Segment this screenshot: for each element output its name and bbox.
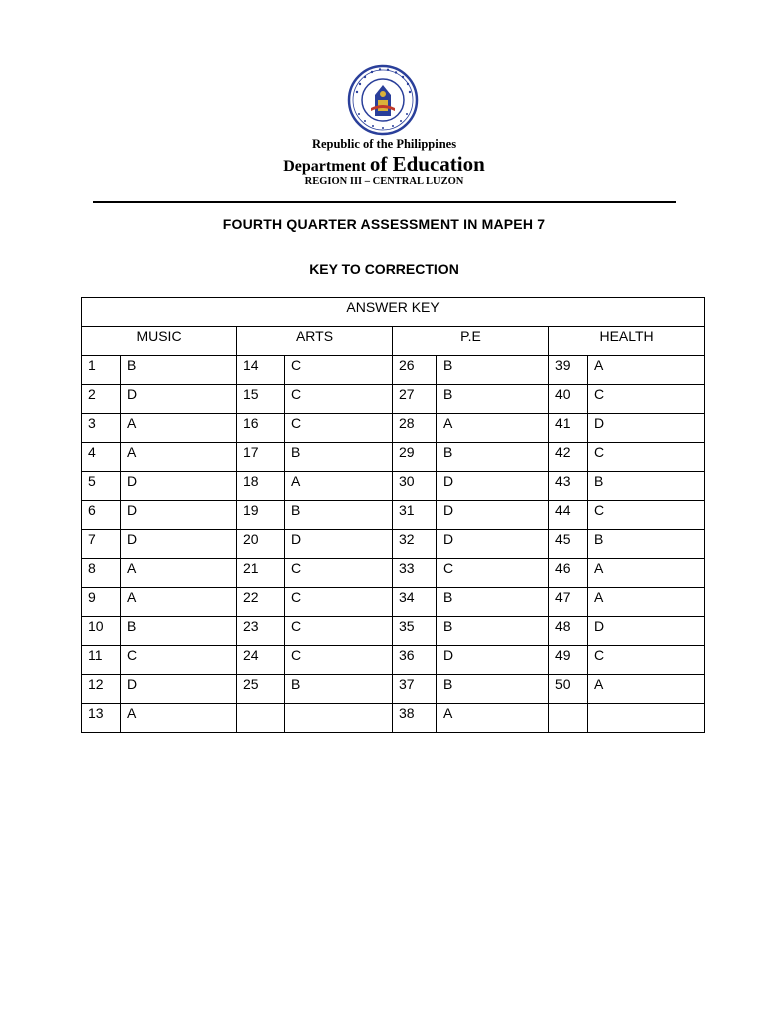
arts-item-number: 14 — [237, 356, 285, 385]
pe-item-number: 34 — [393, 588, 437, 617]
health-item-answer: A — [588, 588, 705, 617]
arts-item-answer: B — [285, 443, 393, 472]
deped-seal-icon — [345, 64, 421, 136]
pe-item-answer: D — [437, 501, 549, 530]
pe-item-number: 26 — [393, 356, 437, 385]
pe-item-number: 36 — [393, 646, 437, 675]
health-item-number: 47 — [549, 588, 588, 617]
pe-item-answer: D — [437, 472, 549, 501]
table-row — [82, 472, 705, 501]
table-row — [82, 588, 705, 617]
section-header-row — [82, 327, 705, 356]
music-item-number: 8 — [82, 559, 121, 588]
health-item-number: 45 — [549, 530, 588, 559]
pe-item-number: 38 — [393, 704, 437, 733]
section-header-music: MUSIC — [82, 327, 237, 356]
pe-item-answer: B — [437, 443, 549, 472]
arts-item-number: 24 — [237, 646, 285, 675]
section-header-arts: ARTS — [237, 327, 393, 356]
pe-item-answer: C — [437, 559, 549, 588]
arts-item-answer: B — [285, 675, 393, 704]
arts-item-answer: B — [285, 501, 393, 530]
health-item-number: 49 — [549, 646, 588, 675]
arts-item-number: 18 — [237, 472, 285, 501]
arts-item-number — [237, 704, 285, 733]
arts-item-answer: C — [285, 385, 393, 414]
music-item-answer: D — [121, 501, 237, 530]
table-row — [82, 501, 705, 530]
music-item-number: 1 — [82, 356, 121, 385]
answer-key-caption: ANSWER KEY — [82, 298, 705, 327]
pe-item-number: 37 — [393, 675, 437, 704]
music-item-answer: D — [121, 530, 237, 559]
health-item-number: 48 — [549, 617, 588, 646]
pe-item-number: 35 — [393, 617, 437, 646]
pe-item-number: 27 — [393, 385, 437, 414]
health-item-answer: A — [588, 675, 705, 704]
arts-item-answer: C — [285, 588, 393, 617]
table-row — [82, 617, 705, 646]
table-row — [82, 530, 705, 559]
department-heading — [0, 152, 768, 177]
music-item-number: 5 — [82, 472, 121, 501]
pe-item-number: 31 — [393, 501, 437, 530]
arts-item-number: 22 — [237, 588, 285, 617]
pe-item-number: 33 — [393, 559, 437, 588]
health-item-number — [549, 704, 588, 733]
arts-item-number: 20 — [237, 530, 285, 559]
pe-item-answer: A — [437, 414, 549, 443]
music-item-answer: B — [121, 356, 237, 385]
pe-item-answer: D — [437, 530, 549, 559]
music-item-number: 4 — [82, 443, 121, 472]
health-item-number: 42 — [549, 443, 588, 472]
arts-item-number: 23 — [237, 617, 285, 646]
document-title: FOURTH QUARTER ASSESSMENT IN MAPEH 7 — [222, 216, 546, 232]
caption-row — [82, 298, 705, 327]
pe-item-answer: B — [437, 617, 549, 646]
music-item-answer: A — [121, 704, 237, 733]
health-item-answer: D — [588, 617, 705, 646]
section-header-health: HEALTH — [549, 327, 705, 356]
arts-item-answer: C — [285, 356, 393, 385]
republic-heading: Republic of the Philippines — [311, 137, 457, 151]
music-item-number: 11 — [82, 646, 121, 675]
department-suffix: of Education — [369, 152, 485, 176]
health-item-number: 50 — [549, 675, 588, 704]
department-prefix: Department — [283, 158, 366, 175]
music-item-answer: D — [121, 472, 237, 501]
arts-item-answer: C — [285, 559, 393, 588]
music-item-answer: D — [121, 675, 237, 704]
health-item-number: 44 — [549, 501, 588, 530]
arts-item-number: 21 — [237, 559, 285, 588]
section-header-pe: P.E — [393, 327, 549, 356]
health-item-answer: D — [588, 414, 705, 443]
music-item-number: 13 — [82, 704, 121, 733]
arts-item-answer: C — [285, 414, 393, 443]
pe-item-answer: B — [437, 385, 549, 414]
music-item-number: 2 — [82, 385, 121, 414]
music-item-answer: A — [121, 414, 237, 443]
table-row — [82, 414, 705, 443]
health-item-number: 40 — [549, 385, 588, 414]
music-item-number: 6 — [82, 501, 121, 530]
pe-item-answer: B — [437, 588, 549, 617]
music-item-answer: A — [121, 559, 237, 588]
table-row — [82, 443, 705, 472]
pe-item-number: 28 — [393, 414, 437, 443]
music-item-answer: C — [121, 646, 237, 675]
health-item-answer: B — [588, 472, 705, 501]
pe-item-number: 29 — [393, 443, 437, 472]
region-heading: REGION III – CENTRAL LUZON — [304, 176, 464, 187]
table-row — [82, 385, 705, 414]
pe-item-answer: B — [437, 356, 549, 385]
table-row — [82, 704, 705, 733]
health-item-answer: A — [588, 356, 705, 385]
health-item-answer: C — [588, 443, 705, 472]
music-item-number: 7 — [82, 530, 121, 559]
pe-item-answer: B — [437, 675, 549, 704]
pe-item-number: 30 — [393, 472, 437, 501]
arts-item-answer: D — [285, 530, 393, 559]
music-item-number: 12 — [82, 675, 121, 704]
health-item-answer: C — [588, 501, 705, 530]
arts-item-answer: C — [285, 646, 393, 675]
health-item-answer: C — [588, 385, 705, 414]
music-item-answer: D — [121, 385, 237, 414]
health-item-number: 39 — [549, 356, 588, 385]
music-item-number: 10 — [82, 617, 121, 646]
music-item-number: 3 — [82, 414, 121, 443]
health-item-answer: B — [588, 530, 705, 559]
pe-item-number: 32 — [393, 530, 437, 559]
pe-item-answer: A — [437, 704, 549, 733]
health-item-number: 43 — [549, 472, 588, 501]
music-item-answer: B — [121, 617, 237, 646]
arts-item-answer: C — [285, 617, 393, 646]
deped-seal-logo — [345, 64, 421, 136]
arts-item-answer: A — [285, 472, 393, 501]
table-row — [82, 356, 705, 385]
answer-key-table — [81, 297, 705, 733]
document-subtitle: KEY TO CORRECTION — [309, 261, 459, 277]
music-item-number: 9 — [82, 588, 121, 617]
health-item-number: 46 — [549, 559, 588, 588]
table-row — [82, 559, 705, 588]
arts-item-number: 25 — [237, 675, 285, 704]
table-row — [82, 646, 705, 675]
arts-item-number: 19 — [237, 501, 285, 530]
health-item-answer: A — [588, 559, 705, 588]
arts-item-answer — [285, 704, 393, 733]
music-item-answer: A — [121, 443, 237, 472]
health-item-answer — [588, 704, 705, 733]
health-item-number: 41 — [549, 414, 588, 443]
arts-item-number: 15 — [237, 385, 285, 414]
table-row — [82, 675, 705, 704]
header-divider — [93, 201, 676, 203]
health-item-answer: C — [588, 646, 705, 675]
music-item-answer: A — [121, 588, 237, 617]
arts-item-number: 16 — [237, 414, 285, 443]
pe-item-answer: D — [437, 646, 549, 675]
arts-item-number: 17 — [237, 443, 285, 472]
